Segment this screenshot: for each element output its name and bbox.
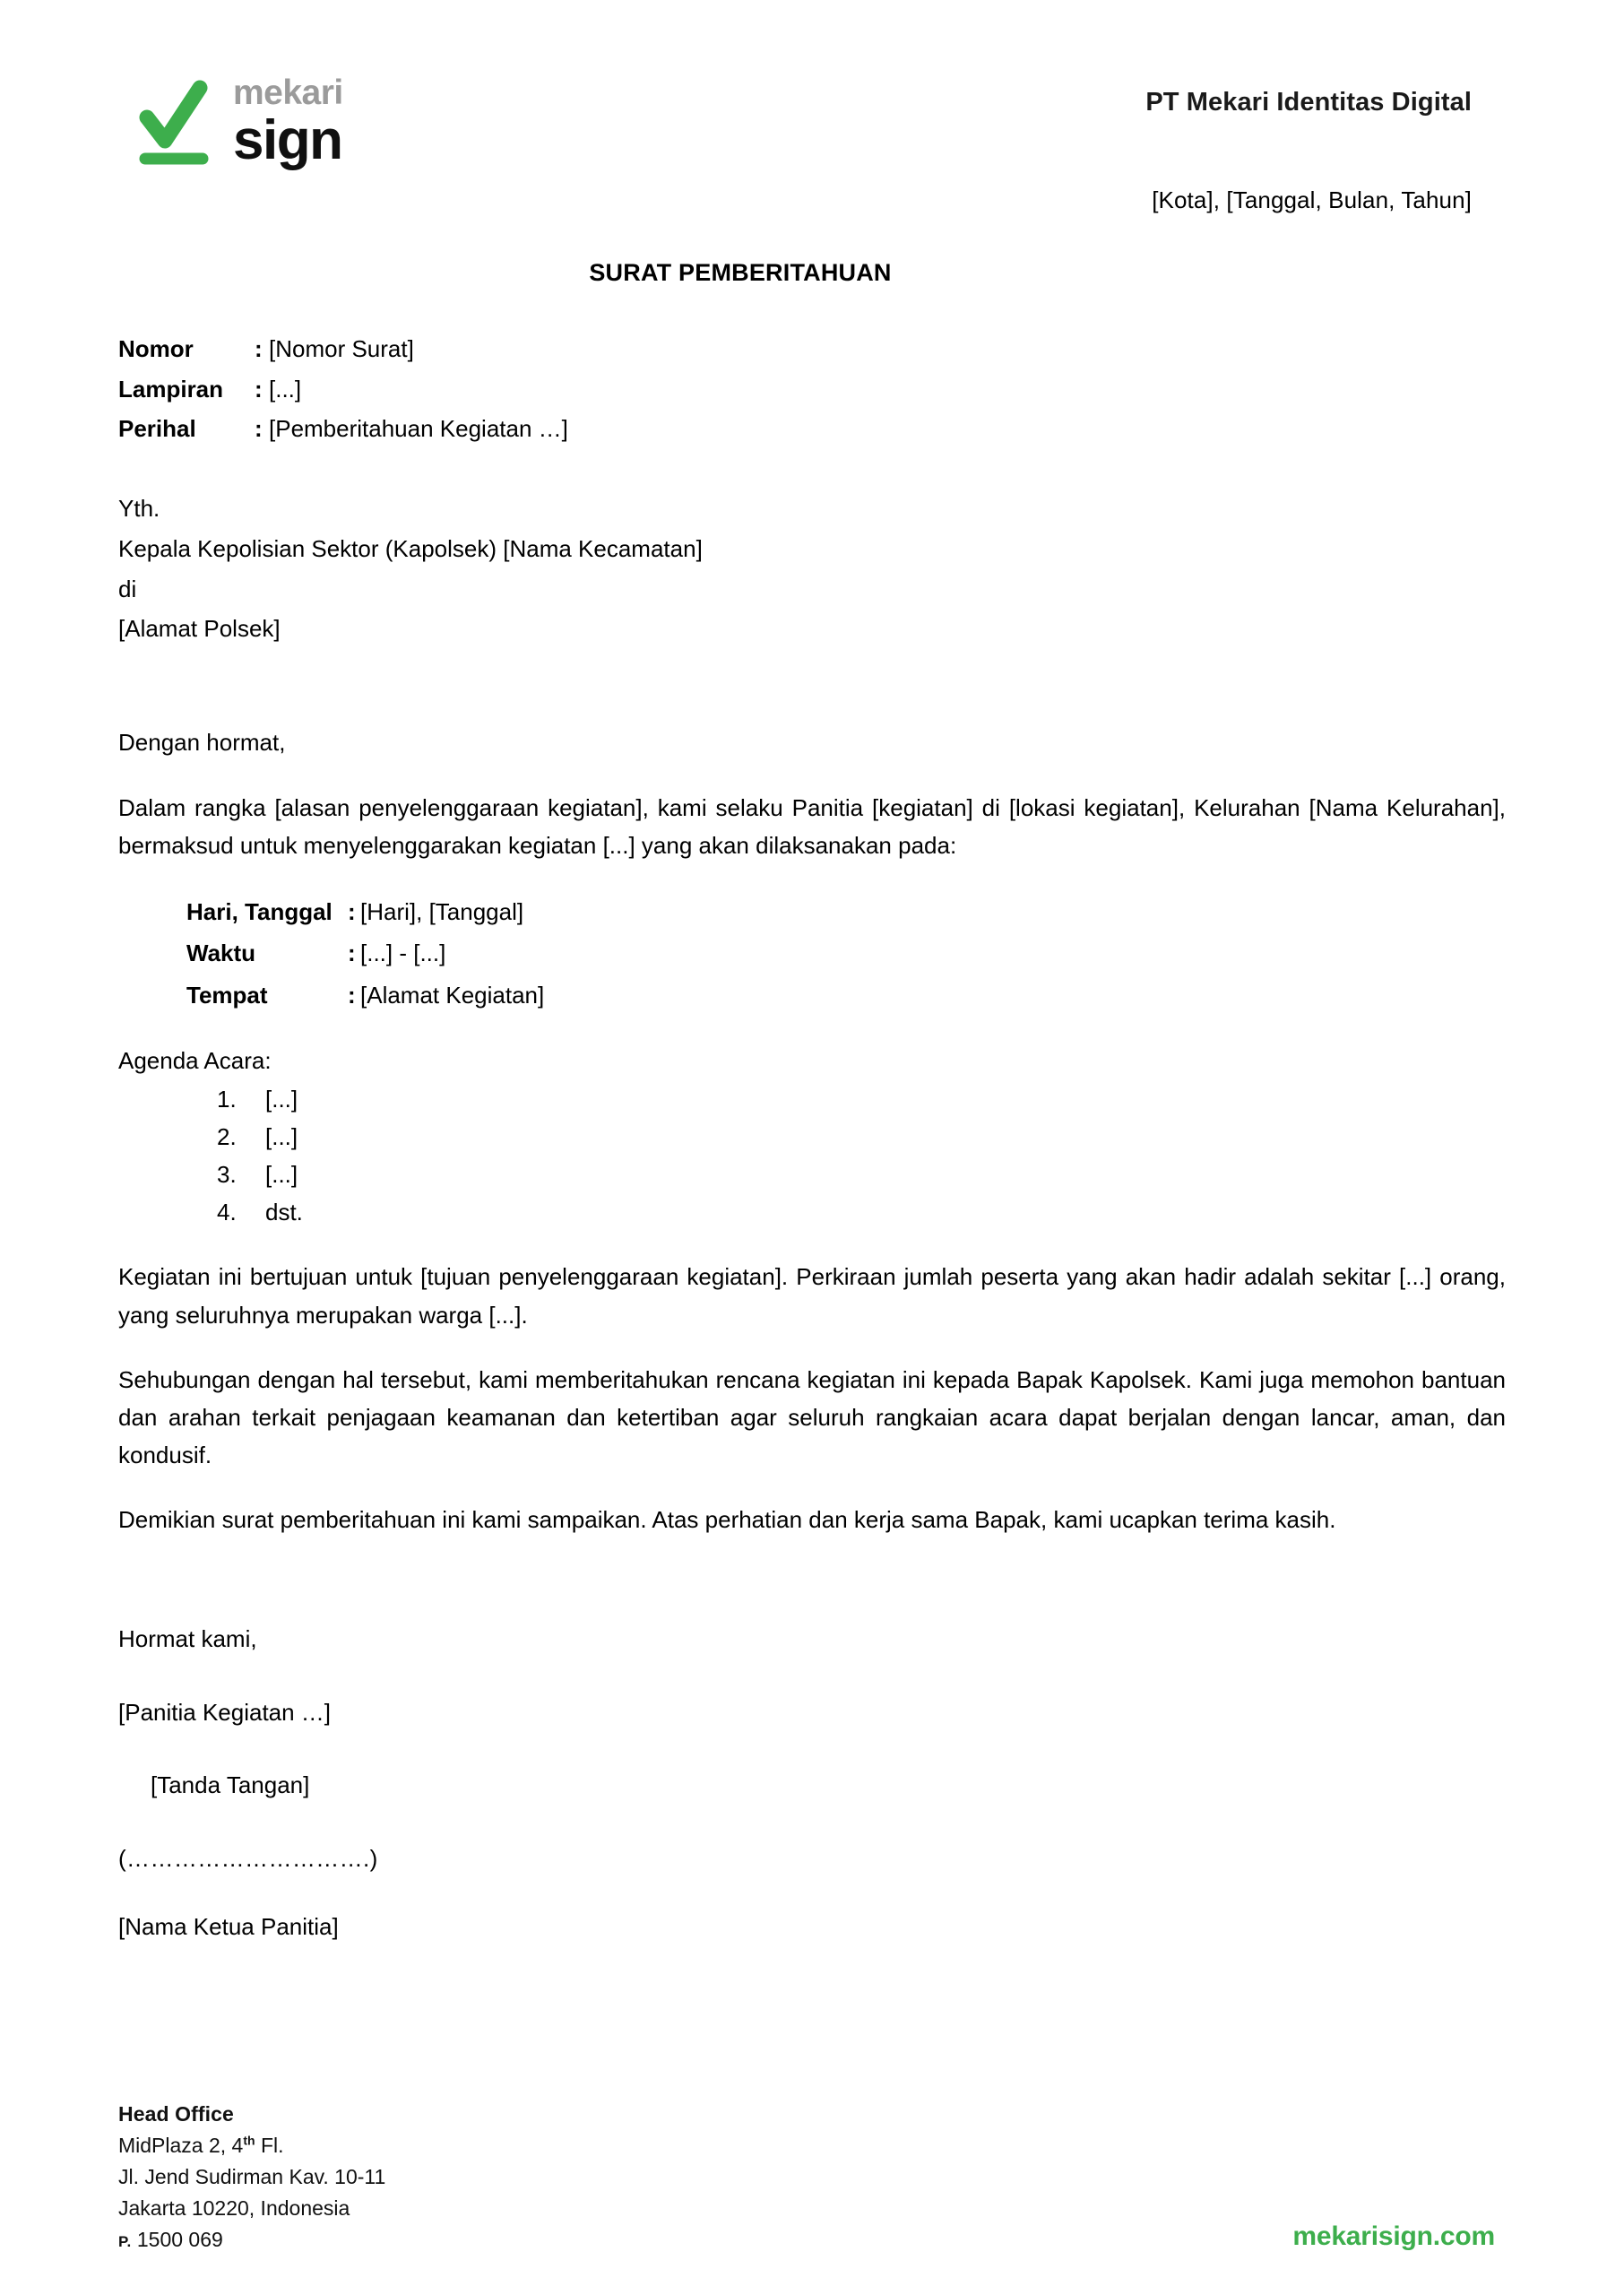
agenda-list-item: [217, 1193, 1506, 1231]
brand-wordmark: [233, 75, 343, 169]
addressee-block: [118, 489, 1506, 649]
agenda-item-text: [...]: [265, 1161, 298, 1189]
event-row-tempat: [186, 974, 1506, 1017]
meta-row-nomor: [118, 329, 1506, 369]
event-details-block: [186, 891, 1506, 1017]
meta-colon-perihal: :: [255, 415, 263, 443]
agenda-list-item: [217, 1118, 1506, 1156]
meta-colon-lampiran: :: [255, 375, 263, 403]
footer-floor-suffix: th: [243, 2133, 255, 2148]
agenda-heading: Agenda Acara:: [118, 1047, 272, 1075]
mekari-sign-logo: [131, 74, 343, 169]
footer-phone-label: P.: [118, 2233, 132, 2251]
body-paragraph-closing: Demikian surat pemberitahuan ini kami sampaikan. Atas perhatian dan kerja sama Bapak, kami ucapkan terima kasih.: [118, 1506, 1336, 1534]
meta-label-lampiran: Lampiran: [118, 375, 224, 403]
salutation: Dengan hormat,: [118, 729, 286, 757]
event-value-tempat: [Alamat Kegiatan]: [360, 981, 545, 1009]
agenda-item-text: [...]: [265, 1086, 298, 1113]
meta-value-nomor: [Nomor Surat]: [269, 335, 414, 362]
signature-name: [Nama Ketua Panitia]: [118, 1912, 339, 1940]
addressee-line-recipient: Kepala Kepolisian Sektor (Kapolsek) [Nama Kecamatan]: [118, 534, 703, 562]
footer-address-line-3: Jakarta 10220, Indonesia: [118, 2196, 350, 2221]
letter-meta-block: [118, 329, 1506, 449]
signature-block: [118, 1621, 1506, 1945]
addressee-line-di: di: [118, 575, 137, 602]
footer-address-block: [118, 2099, 385, 2256]
addressee-line-address: [Alamat Polsek]: [118, 615, 281, 643]
event-value-hari-tanggal: [Hari], [Tanggal]: [360, 897, 524, 925]
agenda-list-item: [217, 1156, 1506, 1193]
meta-row-lampiran: [118, 369, 1506, 410]
footer-address-line-2: Jl. Jend Sudirman Kav. 10-11: [118, 2165, 386, 2189]
brand-word-mekari: mekari: [233, 74, 343, 112]
signature-dotted-line: (………………………….): [118, 1844, 378, 1872]
signature-closing: Hormat kami,: [118, 1625, 257, 1653]
agenda-item-number: 1.: [217, 1086, 237, 1113]
event-label-waktu: Waktu: [186, 940, 256, 967]
event-colon-waktu: :: [348, 940, 356, 967]
signature-committee: [Panitia Kegiatan …]: [118, 1698, 332, 1726]
agenda-item-number: 3.: [217, 1161, 237, 1189]
agenda-item-text: [...]: [265, 1123, 298, 1151]
footer-office-label: Head Office: [118, 2102, 234, 2126]
event-value-waktu: [...] - [...]: [360, 940, 446, 967]
meta-label-perihal: Perihal: [118, 415, 196, 443]
agenda-item-number: 2.: [217, 1123, 237, 1151]
footer-phone-row: [118, 2224, 385, 2256]
event-label-tempat: Tempat: [186, 981, 268, 1009]
event-label-hari-tanggal: Hari, Tanggal: [186, 897, 333, 925]
body-paragraph-request: Sehubungan dengan hal tersebut, kami memberitahukan rencana kegiatan ini kepada Bapak Kapolsek. Kami juga memohon bantuan dan arahan terkait penjagaan keamanan dan ketertiban agar seluruh rangkaian acara dapat berjalan dengan lancar, aman, dan kondusif.: [118, 1365, 1506, 1468]
footer-address-line-1-post: Fl.: [255, 2134, 284, 2158]
meta-label-nomor: Nomor: [118, 335, 194, 362]
brand-word-sign: sign: [233, 109, 342, 171]
place-and-date: [Kota], [Tanggal, Bulan, Tahun]: [1152, 186, 1472, 213]
footer-website-link[interactable]: mekarisign.com: [1292, 2221, 1495, 2251]
body-paragraph-purpose: Kegiatan ini bertujuan untuk [tujuan penyelenggaraan kegiatan]. Perkiraan jumlah peserta yang akan hadir adalah sekitar [...] orang, yang seluruhnya merupakan warga [...].: [118, 1263, 1506, 1329]
footer-address-line-1-pre: MidPlaza 2, 4: [118, 2134, 244, 2158]
document-footer: [118, 2099, 1506, 2256]
event-colon-hari-tanggal: :: [348, 897, 356, 925]
addressee-line-yth: Yth.: [118, 495, 160, 523]
signature-placeholder: [Tanda Tangan]: [151, 1771, 310, 1799]
document-header: [118, 0, 1506, 171]
agenda-list: [118, 1080, 1506, 1231]
agenda-item-number: 4.: [217, 1199, 237, 1226]
green-check-underline-icon: [131, 74, 217, 168]
event-colon-tempat: :: [348, 981, 356, 1009]
footer-address-line-1: [118, 2130, 385, 2161]
meta-value-perihal: [Pemberitahuan Kegiatan …]: [269, 415, 568, 443]
meta-colon-nomor: :: [255, 335, 263, 362]
event-row-waktu: [186, 932, 1506, 974]
meta-value-lampiran: [...]: [269, 375, 302, 403]
body-paragraph-intro: Dalam rangka [alasan penyelenggaraan kegiatan], kami selaku Panitia [kegiatan] di [lokasi kegiatan], Kelurahan [Nama Kelurahan], bermaksud untuk menyelenggarakan kegiatan [...] yang akan dilaksanakan pada:: [118, 793, 1506, 859]
agenda-item-text: dst.: [265, 1199, 303, 1226]
event-row-hari-tanggal: [186, 891, 1506, 933]
meta-row-perihal: [118, 409, 1506, 449]
footer-phone-number: 1500 069: [136, 2228, 223, 2252]
document-title: SURAT PEMBERITAHUAN: [589, 259, 892, 286]
agenda-list-item: [217, 1080, 1506, 1118]
company-name: PT Mekari Identitas Digital: [1145, 88, 1472, 117]
